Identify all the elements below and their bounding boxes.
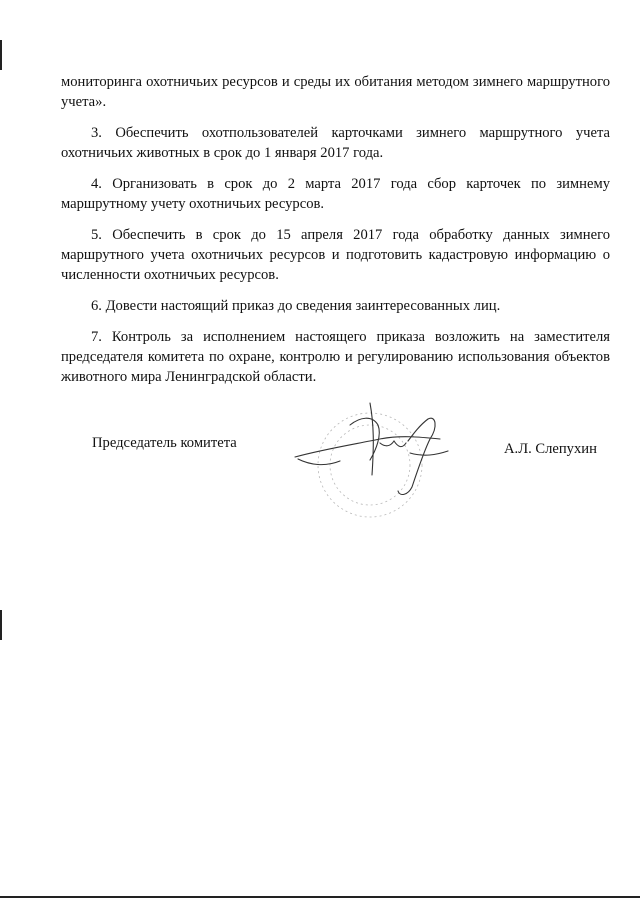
document-body — [61, 72, 610, 398]
paragraph-continuation: мониторинга охотничьих ресурсов и среды их обитания методом зимнего маршрутного учета». — [61, 74, 610, 110]
paragraph-item-6: 6. Довести настоящий приказ до сведения заинтересованных лиц. — [91, 298, 501, 314]
signatory-name: А.Л. Слепухин — [504, 441, 597, 457]
scan-edge-mark — [0, 40, 2, 70]
signatory-title: Председатель комитета — [92, 435, 237, 451]
scan-edge-mark — [0, 610, 2, 640]
paragraph-item-4: 4. Организовать в срок до 2 марта 2017 года сбор карточек по зимнему маршрутному учету охотничьих ресурсов. — [61, 176, 610, 212]
paragraph-item-3: 3. Обеспечить охотпользователей карточками зимнего маршрутного учета охотничьих животных в срок до 1 января 2017 года. — [61, 125, 610, 161]
scan-bottom-edge — [0, 896, 640, 898]
handwritten-signature — [290, 395, 470, 555]
signature-block — [0, 435, 640, 555]
paragraph-item-7: 7. Контроль за исполнением настоящего приказа возложить на заместителя председателя комитета по охране, контролю и регулированию использования объектов животного мира Ленинградской области. — [61, 329, 610, 385]
paragraph-item-5: 5. Обеспечить в срок до 15 апреля 2017 года обработку данных зимнего маршрутного учета охотничьих ресурсов и подготовить кадастровую информацию о численности охотничьих ресурсов. — [61, 227, 610, 283]
